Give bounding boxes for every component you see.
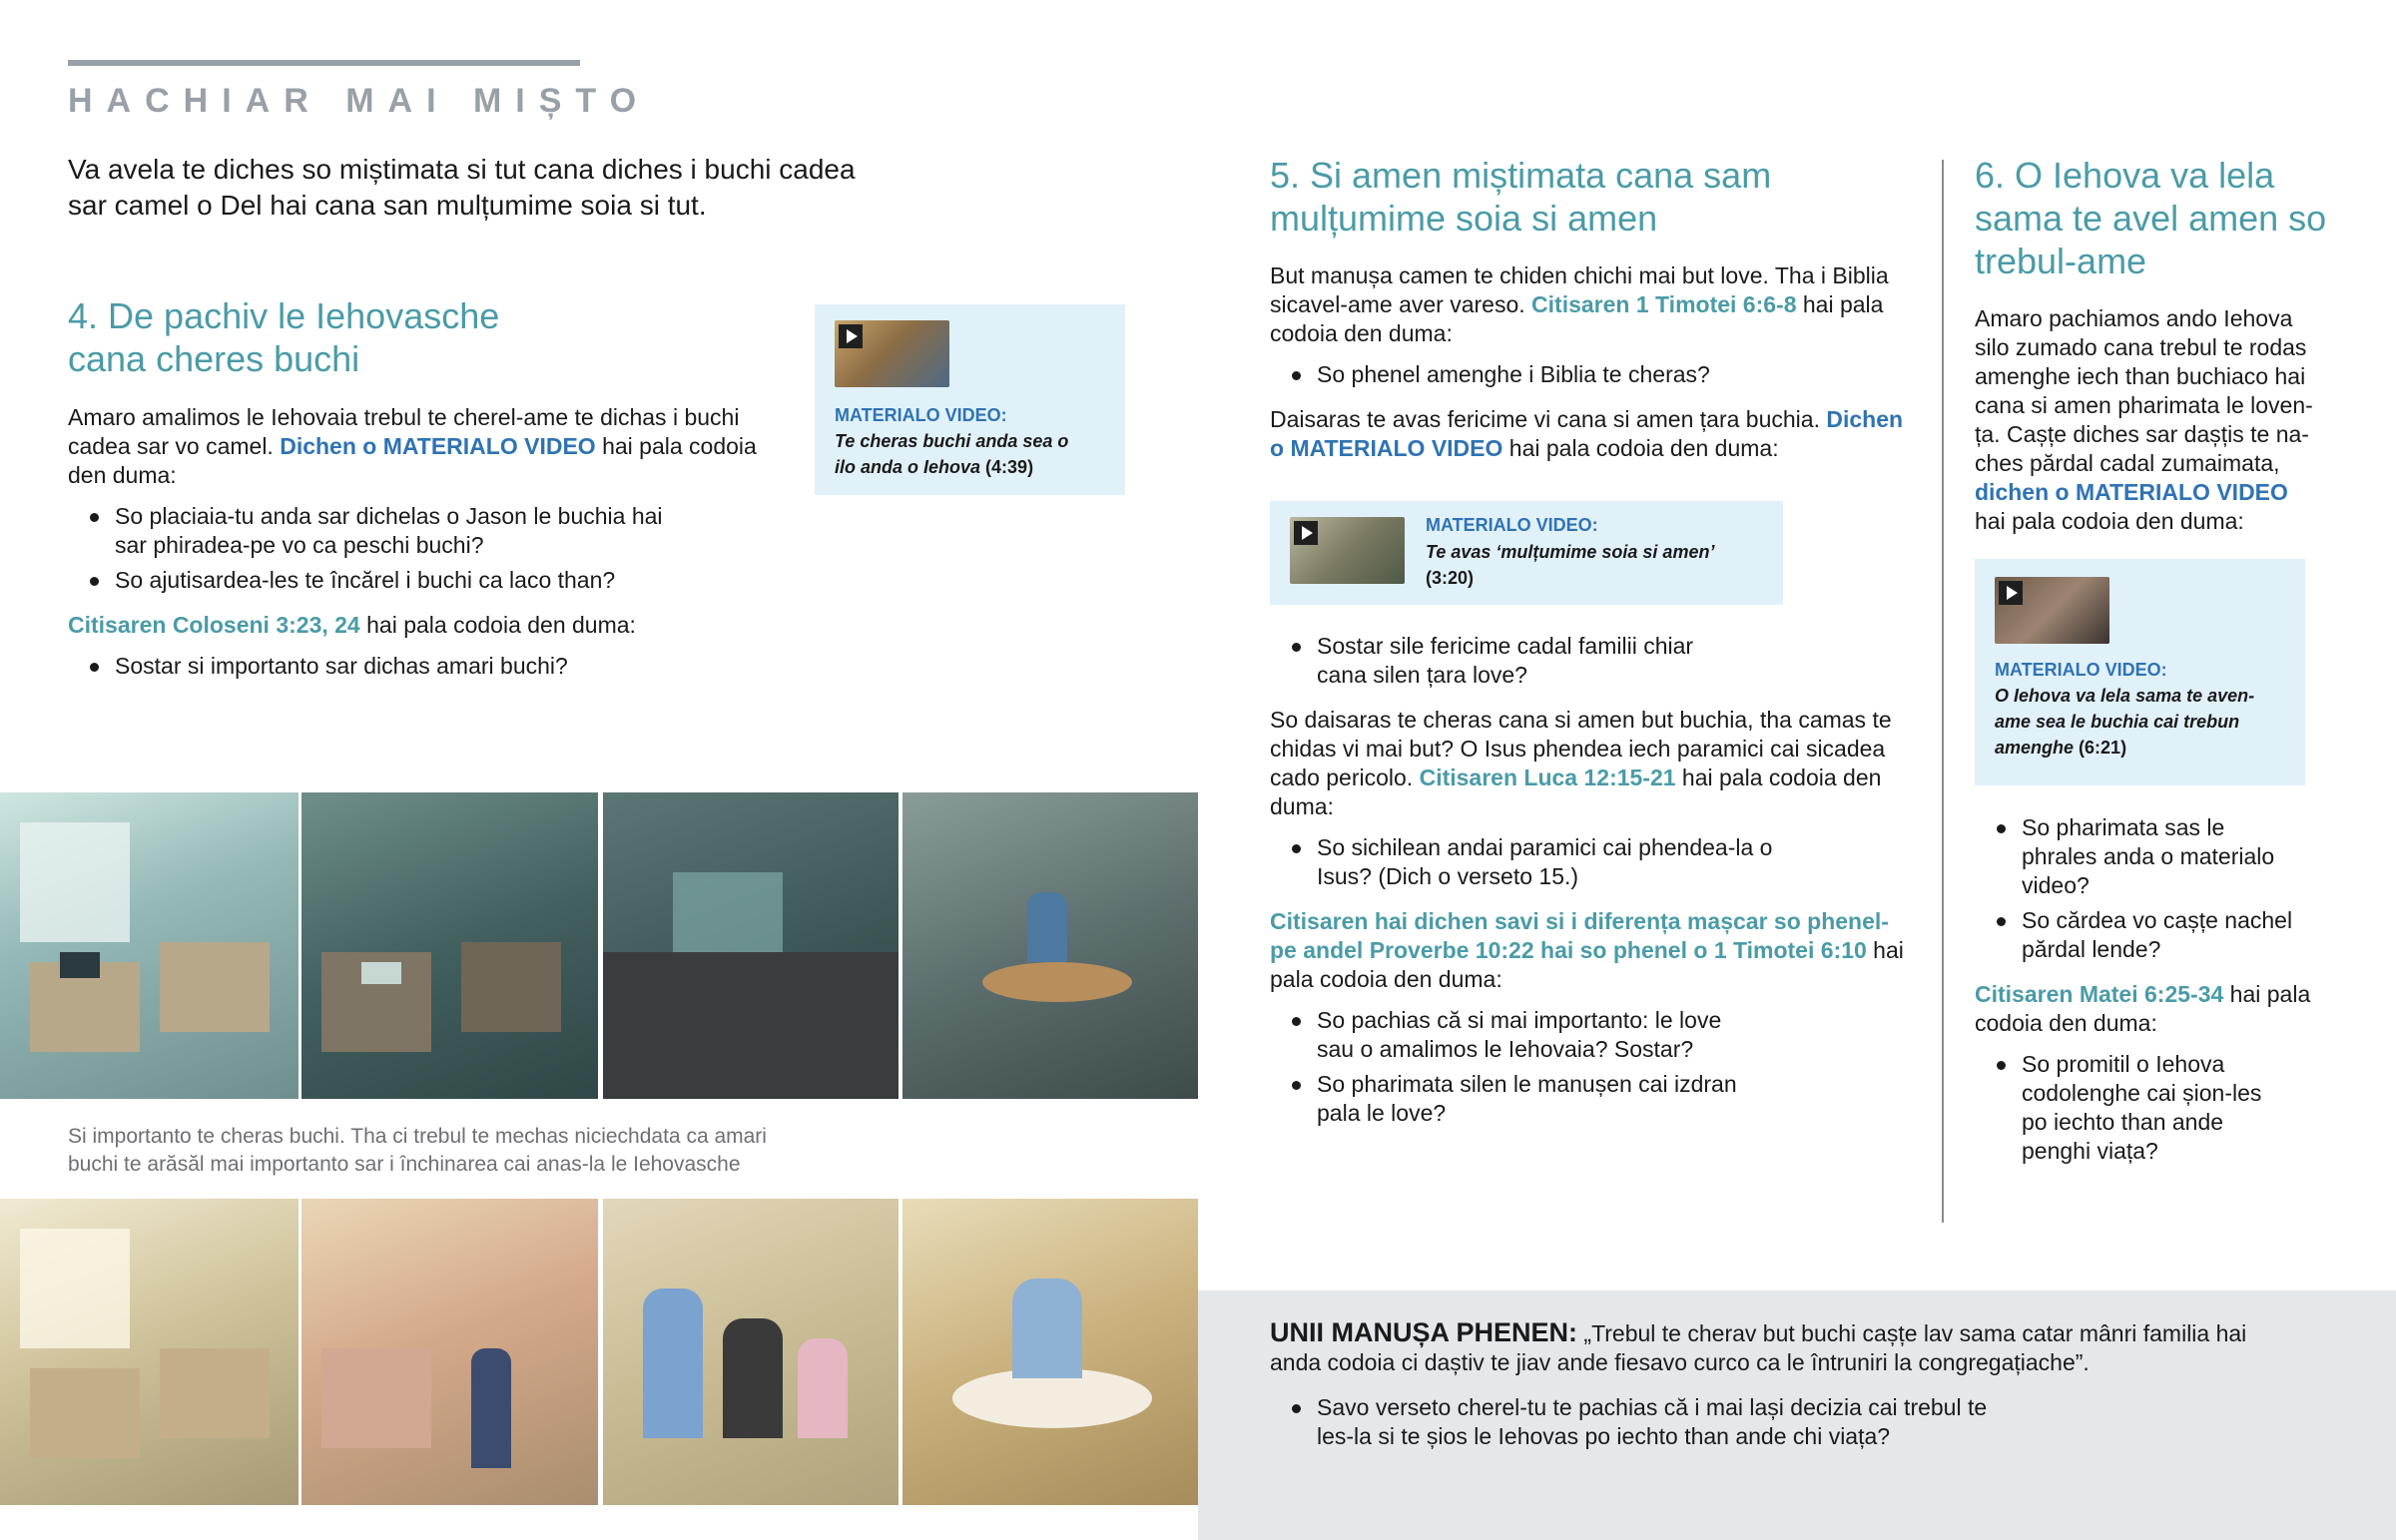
list-item: So placiaia-tu anda sar dichelas o Jason le buchia hai sar phiradea-pe vo ca peschi buchi? xyxy=(68,502,667,560)
list-item: So phenel amenghe i Biblia te cheras? xyxy=(1270,360,1914,389)
illustration-office-night xyxy=(603,792,898,1099)
video-title: O Iehova va lela sama te aven-ame sea le buchia cai trebun amenghe (6:21) xyxy=(1995,686,2255,758)
section5-questions-3 xyxy=(1270,833,1829,891)
video-label: MATERIALO VIDEO: xyxy=(1426,515,1598,535)
section4-body xyxy=(68,403,757,687)
intro-text: Va avela te diches so miștimata si tut cana diches i buchi cadea sar camel o Del hai cana san mulțumime soia si tut. xyxy=(68,154,856,221)
section5-questions-1 xyxy=(1270,360,1914,389)
play-icon[interactable] xyxy=(1999,581,2023,605)
section6-questions-1 xyxy=(1975,813,2304,964)
video-label: MATERIALO VIDEO: xyxy=(835,405,1007,425)
video-box-section4[interactable] xyxy=(815,304,1125,495)
list-item: Sostar si importanto sar dichas amari buchi? xyxy=(68,652,757,681)
section6-questions-2 xyxy=(1975,1050,2274,1166)
scripture-link[interactable]: Citisaren 1 Timotei 6:6-8 xyxy=(1531,291,1797,317)
footer-quote: UNII MANUȘA PHENEN: „Trebul te cherav but buchi cașțe lav sama catar mânri familia hai anda codoia ci daștiv te jiav ande fiesavo curco ca le întruniri la congregațiache”. xyxy=(1270,1317,2247,1375)
list-item: So pachias că si mai importanto: le love sau o amalimos le Iehovaia? Sostar? xyxy=(1270,1006,1749,1064)
list-item: So promitil o Iehova codolenghe cai șion-les po iechto than ande penghi viața? xyxy=(1975,1050,2274,1166)
header-rule xyxy=(68,60,580,66)
video-thumbnail[interactable] xyxy=(835,320,949,387)
list-item: So pharimata sas le phrales anda o materialo video? xyxy=(1975,813,2304,900)
list-item: So ajutisardea-les te încărel i buchi ca laco than? xyxy=(68,566,667,595)
play-icon[interactable] xyxy=(839,324,863,348)
video-link[interactable]: Dichen o MATERIALO VIDEO xyxy=(1270,406,1904,461)
section5-paragraph-4: Citisaren hai dichen savi si i diferența mașcar so phenel-pe andel Proverbe 10:22 hai so phenel o 1 Timotei 6:10 hai pala codoia den duma: xyxy=(1270,908,1904,992)
illustration-family-meal xyxy=(902,1199,1198,1505)
section6-citation: Citisaren Matei 6:25-34 hai pala codoia den duma: xyxy=(1975,981,2311,1036)
footer-questions xyxy=(1270,1393,1989,1457)
list-item: So cărdea vo cașțe nachel părdal lende? xyxy=(1975,906,2304,964)
section4-questions xyxy=(68,502,667,595)
section4-citation: Citisaren Coloseni 3:23, 24 hai pala codoia den duma: xyxy=(68,612,636,638)
section5-body xyxy=(1270,261,1914,463)
section5-paragraph-2: Daisaras te avas fericime vi cana si amen țara buchia. Dichen o MATERIALO VIDEO hai pala codoia den duma: xyxy=(1270,406,1904,461)
image-caption: Si importanto te cheras buchi. Tha ci trebul te mechas niciechdata ca amari buchi te arăsăl mai importanto sar i închinarea cai anas-la le Iehovasche xyxy=(68,1125,767,1176)
section5-paragraph-3: So daisaras te cheras cana si amen but buchia, tha camas te chidas vi mai but? O Isus phendea iech paramici cai sicadea cado pericolo. Citisaren Luca 12:15-21 hai pala codoia den duma: xyxy=(1270,707,1892,819)
section5-body-2 xyxy=(1270,632,1914,1134)
section4-questions-2 xyxy=(68,652,757,681)
play-icon[interactable] xyxy=(1294,521,1318,545)
section-title: HACHIAR MAI MIȘTO xyxy=(68,82,651,120)
section4-paragraph: Amaro amalimos le Iehovaia trebul te cherel-ame te dichas i buchi cadea sar vo camel. Dichen o MATERIALO VIDEO hai pala codoia den duma: xyxy=(68,404,757,488)
video-box-section5[interactable] xyxy=(1270,501,1783,605)
video-label: MATERIALO VIDEO: xyxy=(1995,660,2167,680)
list-item: Sostar sile fericime cadal familii chiar cana silen țara love? xyxy=(1270,632,1709,690)
illustration-office-day-2 xyxy=(0,1199,299,1505)
illustration-congregation-meeting xyxy=(603,1199,898,1505)
list-item: Savo verseto cherel-tu te pachias că i mai lași decizia cai trebul te les-la si te șios le Iehovas po iechto than ande chi viața? xyxy=(1270,1393,1989,1451)
column-divider xyxy=(1942,160,1944,1223)
section6-body xyxy=(1975,304,2319,536)
section6-paragraph: Amaro pachiamos ando Iehova silo zumado cana trebul te rodas amenghe iech than buchiaco hai cana si amen pharimata le loven-ța. Cașțe diches sar dașțis te na-ches părdal cadal zumaimata, dichen o MATERIALO VIDEO hai pala codoia den duma: xyxy=(1975,305,2313,534)
section6-body-2 xyxy=(1975,813,2319,1172)
section4-title: 4. De pachiv le Iehovasche cana cheres buchi xyxy=(68,295,500,379)
illustration-office-leaving xyxy=(301,1199,598,1505)
list-item: So sichilean andai paramici cai phendea-la o Isus? (Dich o verseto 15.) xyxy=(1270,833,1829,891)
video-title: Te avas ‘mulțumime soia si amen’ (3:20) xyxy=(1426,542,1715,588)
video-thumbnail[interactable] xyxy=(1995,577,2109,644)
section6-title: 6. O Iehova va lela sama te avel amen so trebul-ame xyxy=(1975,155,2327,281)
section5-paragraph-1: But manușa camen te chiden chichi mai but love. Tha i Biblia sicavel-ame aver vareso. Citisaren 1 Timotei 6:6-8 hai pala codoia den duma: xyxy=(1270,262,1889,346)
video-title: Te cheras buchi anda sea o ilo anda o Iehova (4:39) xyxy=(835,431,1069,477)
section5-questions-2 xyxy=(1270,632,1709,690)
illustration-kitchen-night xyxy=(902,792,1198,1099)
scripture-link[interactable]: Citisaren hai dichen savi si i diferența mașcar so phenel-pe andel Proverbe 10:22 hai so phenel o 1 Timotei 6:10 xyxy=(1270,908,1889,963)
scripture-link[interactable]: Citisaren Matei 6:25-34 xyxy=(1975,981,2224,1007)
video-link[interactable]: dichen o MATERIALO VIDEO xyxy=(1975,479,2288,505)
list-item: So pharimata silen le manușen cai izdran pala le love? xyxy=(1270,1070,1749,1128)
scripture-link[interactable]: Citisaren Coloseni 3:23, 24 xyxy=(68,612,360,638)
section5-questions-4 xyxy=(1270,1006,1749,1128)
scripture-link[interactable]: Citisaren Luca 12:15-21 xyxy=(1419,765,1676,790)
section5-title: 5. Si amen miștimata cana sam mulțumime soia si amen xyxy=(1270,155,1772,239)
video-thumbnail[interactable] xyxy=(1290,517,1405,584)
illustration-office-evening xyxy=(301,792,598,1099)
illustration-office-day xyxy=(0,792,299,1099)
video-box-section6[interactable] xyxy=(1975,559,2305,785)
footer-box xyxy=(1198,1290,2396,1540)
video-link[interactable]: Dichen o MATERIALO VIDEO xyxy=(280,433,596,459)
